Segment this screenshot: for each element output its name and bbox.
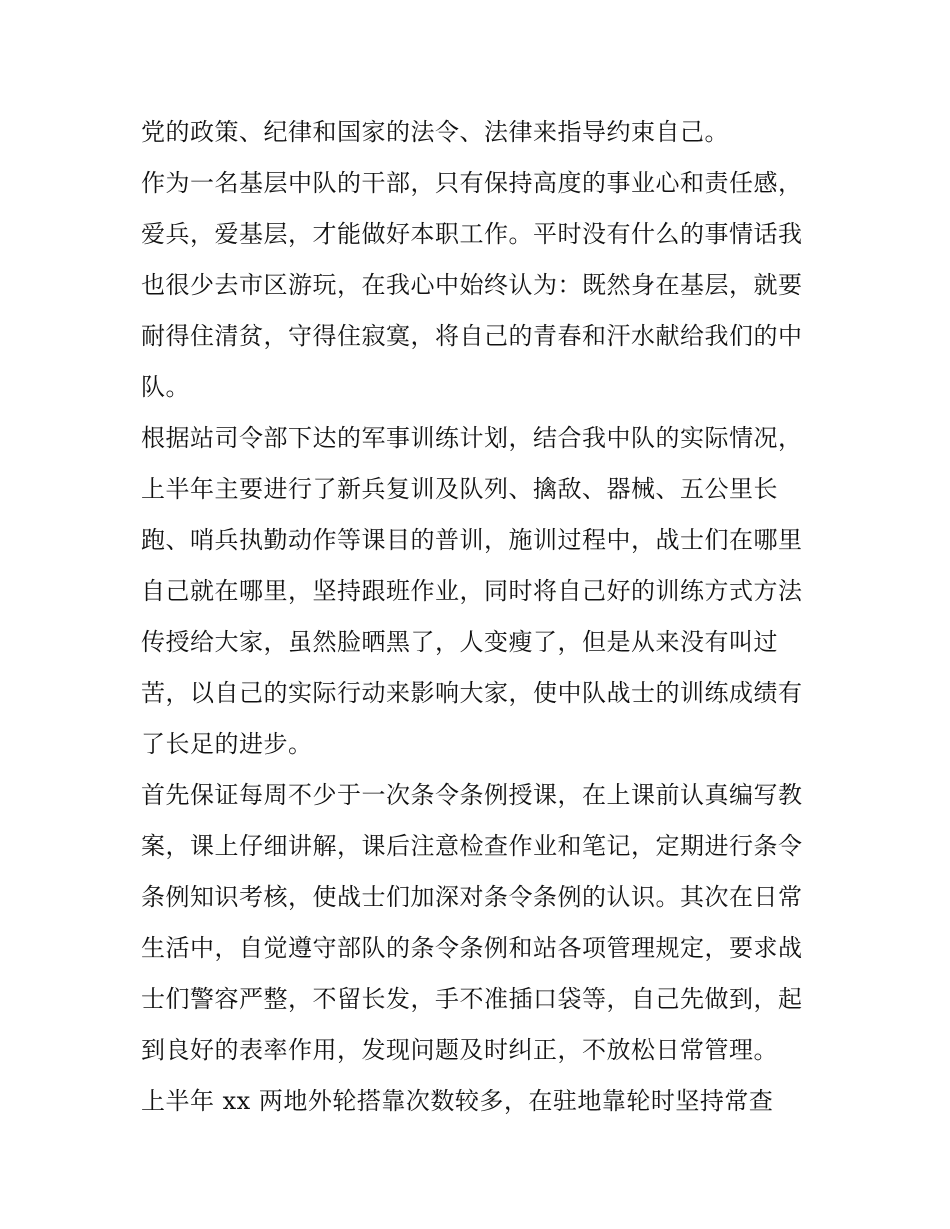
text-line: 首先保证每周不少于一次条令条例授课，在上课前认真编写教 [141, 781, 803, 809]
text-line: 耐得住清贫，守得住寂寞，将自己的青春和汗水献给我们的中 [141, 322, 803, 350]
text-line: 上半年主要进行了新兵复训及队列、擒敌、器械、五公里长 [141, 475, 778, 503]
text-line: 条例知识考核，使战士们加深对条令条例的认识。其次在日常 [141, 883, 803, 911]
text-line: 苦，以自己的实际行动来影响大家，使中队战士的训练成绩有 [141, 679, 803, 707]
text-line: 士们警容严整，不留长发，手不准插口袋等，自己先做到，起 [141, 985, 803, 1013]
text-line: 生活中，自觉遵守部队的条令条例和站各项管理规定，要求战 [141, 934, 803, 962]
text-line: 也很少去市区游玩，在我心中始终认为：既然身在基层，就要 [141, 271, 803, 299]
text-line: 党的政策、纪律和国家的法令、法律来指导约束自己。 [141, 118, 729, 146]
text-line: 根据站司令部下达的军事训练计划，结合我中队的实际情况， [141, 424, 803, 452]
text-line: 上半年 xx 两地外轮搭靠次数较多，在驻地靠轮时坚持常查 [141, 1087, 774, 1115]
text-line: 了长足的进步。 [141, 730, 313, 758]
text-line: 跑、哨兵执勤动作等课目的普训，施训过程中，战士们在哪里 [141, 526, 803, 554]
text-line: 自己就在哪里，坚持跟班作业，同时将自己好的训练方式方法 [141, 577, 803, 605]
text-line: 案，课上仔细讲解，课后注意检查作业和笔记，定期进行条令 [141, 832, 803, 860]
text-line: 爱兵，爱基层，才能做好本职工作。平时没有什么的事情话我 [141, 220, 803, 248]
text-line: 作为一名基层中队的干部，只有保持高度的事业心和责任感， [141, 169, 803, 197]
text-line: 到良好的表率作用，发现问题及时纠正，不放松日常管理。 [141, 1036, 778, 1064]
text-line: 队。 [141, 373, 190, 401]
document-body [141, 107, 821, 1127]
text-line: 传授给大家，虽然脸晒黑了，人变瘦了，但是从来没有叫过 [141, 628, 778, 656]
